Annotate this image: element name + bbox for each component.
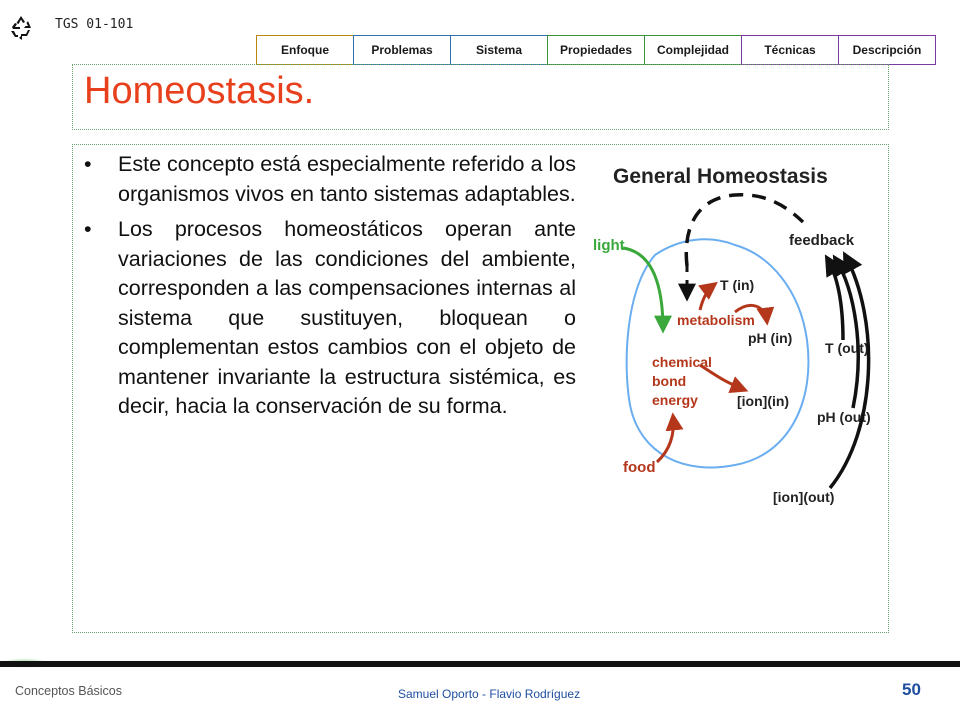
bullet-text: Este concepto está especialmente referido a los organismos vivos en tanto sistemas adaptables. [118, 152, 576, 206]
recycle-logo-icon [8, 14, 34, 40]
bullet-icon: • [84, 217, 92, 241]
label-ph-out: pH (out) [817, 409, 871, 425]
label-chemical: chemical [652, 354, 712, 370]
feedback-dashed-arrow [686, 195, 803, 266]
label-bond: bond [652, 373, 687, 389]
bullet-list [84, 150, 576, 428]
label-ion-in: [ion](in) [737, 393, 790, 409]
label-feedback: feedback [789, 232, 855, 249]
label-light: light [593, 237, 625, 254]
homeostasis-diagram [585, 150, 885, 530]
list-item [84, 150, 576, 209]
label-ph-in: pH (in) [748, 330, 793, 346]
label-ion-out: [ion](out) [773, 489, 835, 505]
slide-title: Homeostasis. [84, 70, 315, 112]
bullet-text: Los procesos homeostáticos operan ante variaciones de las condiciones del ambiente, corresponden a las compensaciones internas al sistema que sustituyen, bloquean o complementan estos cambios con el objeto de mantener invariante la estructura sistémica, es decir, hacia la conservación de su forma. [118, 217, 576, 418]
tab-propiedades[interactable]: Propiedades [547, 35, 644, 65]
metabolism-to-t-in-arrow [700, 284, 715, 310]
tab-sistema[interactable]: Sistema [450, 35, 547, 65]
diagram-title: General Homeostasis [613, 165, 828, 188]
energy-to-ion-in-arrow [700, 365, 745, 390]
page-number: 50 [902, 680, 921, 699]
label-metabolism: metabolism [677, 312, 755, 328]
light-arrow [623, 248, 663, 330]
tab-descripcion[interactable]: Descripción [838, 35, 936, 65]
tab-tecnicas[interactable]: Técnicas [741, 35, 838, 65]
label-food: food [623, 459, 656, 476]
section-tabs [256, 35, 936, 65]
list-item [84, 215, 576, 422]
label-t-in: T (in) [720, 277, 755, 293]
course-code: TGS 01-101 [55, 17, 134, 32]
footer-authors: Samuel Oporto - Flavio Rodríguez [398, 687, 581, 701]
label-energy: energy [652, 392, 698, 408]
tab-enfoque[interactable]: Enfoque [256, 35, 353, 65]
tab-complejidad[interactable]: Complejidad [644, 35, 741, 65]
footer-section-label: Conceptos Básicos [15, 684, 123, 698]
label-t-out: T (out) [825, 340, 869, 356]
footer-bar [0, 661, 960, 667]
bullet-icon: • [84, 152, 92, 176]
tab-problemas[interactable]: Problemas [353, 35, 450, 65]
